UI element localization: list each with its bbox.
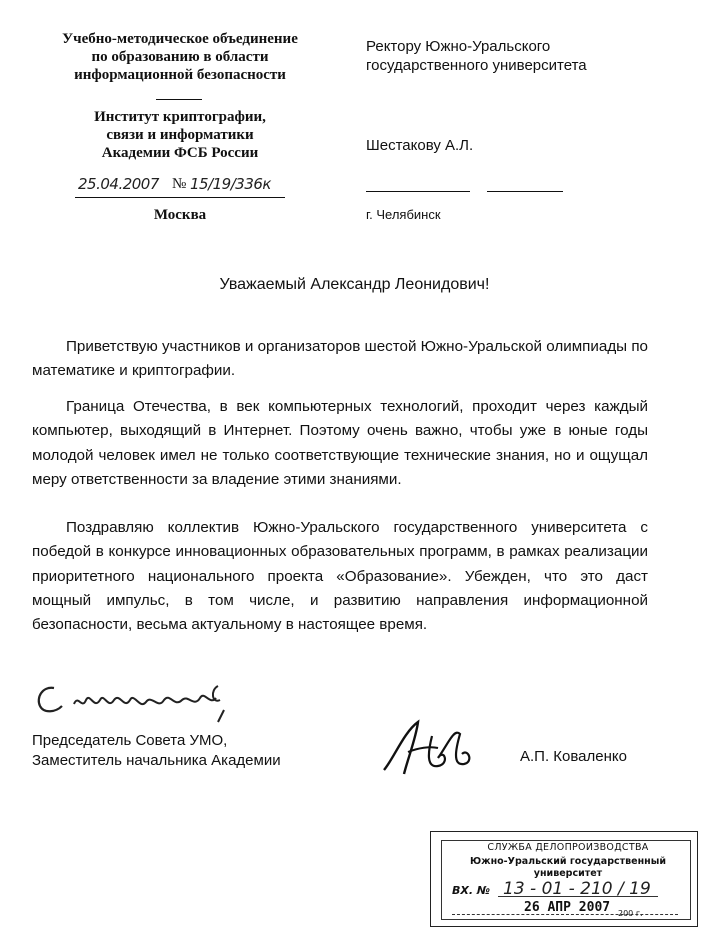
signer-title-line: Заместитель начальника Академии	[32, 752, 281, 769]
signer-name: А.П. Коваленко	[520, 748, 627, 765]
registration-date: 25.04.2007	[78, 175, 159, 193]
header-divider	[156, 99, 202, 100]
body-paragraph: Приветствую участников и организаторов шестой Южно-Уральской олимпиады по математике и криптографии.	[32, 338, 648, 380]
stamp-incoming-number: 13 - 01 - 210 / 19	[503, 879, 651, 899]
addressee-city: г. Челябинск	[366, 207, 441, 222]
stamp-university: Южно-Уральский государственный	[469, 856, 666, 867]
salutation: Уважаемый Александр Леонидович!	[219, 276, 490, 293]
addressee	[366, 37, 666, 75]
stamp-service-name: СЛУЖБА ДЕЛОПРОИЗВОДСТВА	[487, 842, 649, 853]
handwritten-respect	[34, 680, 264, 730]
stamp-received-date: 26 АПР 2007	[524, 900, 611, 915]
signer-title	[32, 731, 281, 771]
sender-institute	[30, 108, 330, 162]
addressee-line: Ректору Южно-Уральского	[366, 38, 551, 55]
institute-line: связи и информатики	[106, 127, 254, 143]
institute-line: Институт криптографии,	[94, 109, 266, 125]
institute-line: Академии ФСБ России	[101, 145, 259, 161]
stamp-line	[498, 896, 658, 897]
blank-line	[487, 191, 563, 192]
sender-city: Москва	[153, 207, 207, 223]
registration-number-sign: №	[172, 176, 187, 192]
sender-organization	[30, 30, 330, 84]
addressee-name: Шестакову А.Л.	[366, 137, 474, 154]
blank-line	[366, 191, 470, 192]
org-line: информационной безопасности	[74, 67, 286, 83]
org-line: Учебно-методическое объединение	[62, 31, 298, 47]
stamp-year-suffix: 200 г.	[618, 909, 643, 918]
stamp-university-cont: университет	[533, 868, 603, 879]
org-line: по образованию в области	[91, 49, 269, 65]
signer-title-line: Председатель Совета УМО,	[32, 732, 228, 749]
body-paragraph: Граница Отечества, в век компьютерных технологий, проходит через каждый компьютер, выходящий в Интернет. Поэтому очень важно, чтобы уже в юные годы молодой человек имел не только соответствующие технические знания, но и ощущал меру ответственности за владение этими знаниями.	[32, 398, 648, 488]
stamp-line	[452, 914, 678, 915]
registration-number: 15/19/336к	[190, 175, 271, 193]
addressee-line: государственного университета	[366, 57, 587, 74]
signature	[378, 718, 478, 776]
body-paragraph: Поздравляю коллектив Южно-Уральского государственного университета с победой в конкурсе инновационных образовательных программ, в рамках реализации приоритетного национального проекта «Образование». Убежден, что это даст мощный импульс, в том числе, и развитию направления информационной безопасности, весьма актуальному в настоящее время.	[32, 519, 648, 634]
stamp-incoming-label: ВХ. №	[452, 884, 491, 897]
